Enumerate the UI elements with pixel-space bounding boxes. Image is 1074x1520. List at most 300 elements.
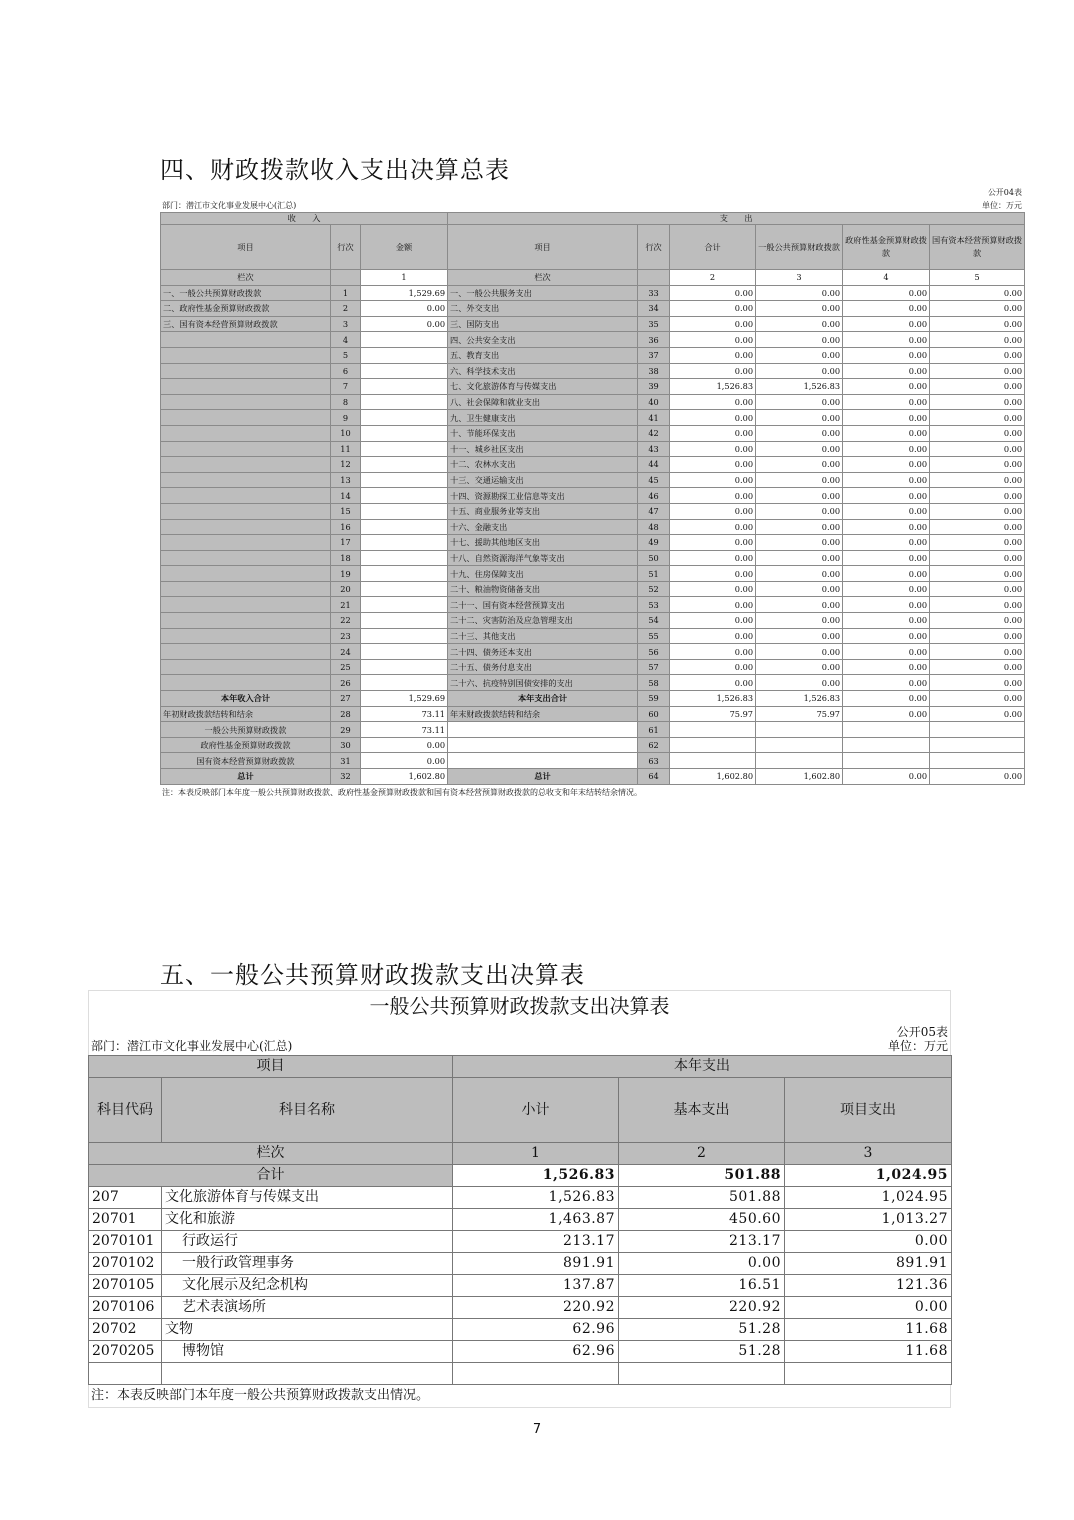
table-row: [89, 1231, 952, 1253]
table-row: [161, 410, 1025, 426]
col-header-project: 项目支出: [785, 1078, 952, 1143]
expense-soe: 0.00: [930, 769, 1025, 785]
expense-soe: [930, 753, 1025, 769]
subtotal: 1,526.83: [453, 1187, 619, 1209]
table-row: [89, 1275, 952, 1297]
income-item: 本年收入合计: [161, 691, 331, 707]
income-item: [161, 347, 331, 363]
table4-section-row: [161, 213, 1025, 225]
subtotal: 137.87: [453, 1275, 619, 1297]
expense-item: 二十三、其他支出: [448, 628, 638, 644]
income-item: [161, 613, 331, 629]
table-row: [161, 737, 1025, 753]
income-amount: [361, 410, 448, 426]
expense-total: 1,526.83: [670, 691, 756, 707]
table-row: [161, 628, 1025, 644]
basic-expense: 220.92: [619, 1297, 785, 1319]
table-row: [161, 379, 1025, 395]
expense-fund: 0.00: [843, 675, 930, 691]
col-header-subtotal: 小计: [453, 1078, 619, 1143]
empty-row: [89, 1363, 952, 1385]
income-amount: [361, 425, 448, 441]
expense-fund: 0.00: [843, 581, 930, 597]
expense-fund: 0.00: [843, 347, 930, 363]
expense-total: 0.00: [670, 363, 756, 379]
income-item: 一、一般公共预算财政拨款: [161, 285, 331, 301]
expense-general: 1,526.83: [756, 379, 843, 395]
expense-row-no: 46: [638, 488, 670, 504]
expense-general: 0.00: [756, 628, 843, 644]
expense-general: [756, 722, 843, 738]
table-row: [161, 332, 1025, 348]
expense-soe: 0.00: [930, 691, 1025, 707]
expense-general: 75.97: [756, 706, 843, 722]
expense-item: [448, 753, 638, 769]
income-row-no: 18: [331, 550, 361, 566]
expense-general: 0.00: [756, 519, 843, 535]
expense-row-no: 35: [638, 316, 670, 332]
subtotal: 62.96: [453, 1319, 619, 1341]
subject-code: 207: [89, 1187, 162, 1209]
income-item: [161, 628, 331, 644]
subject-code: 2070102: [89, 1253, 162, 1275]
col-index-label2: 栏次: [448, 270, 638, 286]
income-amount: [361, 379, 448, 395]
expense-total: 0.00: [670, 488, 756, 504]
expense-soe: [930, 737, 1025, 753]
expense-item: 六、科学技术支出: [448, 363, 638, 379]
expense-soe: 0.00: [930, 613, 1025, 629]
expense-soe: 0.00: [930, 550, 1025, 566]
table-row: [161, 363, 1025, 379]
table-row: [161, 441, 1025, 457]
expense-item: 二十二、灾害防治及应急管理支出: [448, 613, 638, 629]
expense-row-no: 54: [638, 613, 670, 629]
expense-fund: 0.00: [843, 566, 930, 582]
total-subtotal: 1,526.83: [453, 1165, 619, 1187]
expense-general: 0.00: [756, 488, 843, 504]
income-item: [161, 363, 331, 379]
expense-general: 0.00: [756, 410, 843, 426]
expense-fund: 0.00: [843, 613, 930, 629]
expense-soe: 0.00: [930, 425, 1025, 441]
empty-cell: [785, 1363, 952, 1385]
subject-name: 行政运行: [162, 1231, 453, 1253]
expense-row-no: 40: [638, 394, 670, 410]
basic-expense: 450.60: [619, 1209, 785, 1231]
income-item: [161, 597, 331, 613]
empty-cell: [619, 1363, 785, 1385]
subtotal: 1,463.87: [453, 1209, 619, 1231]
expense-soe: 0.00: [930, 535, 1025, 551]
income-item: [161, 488, 331, 504]
expense-fund: 0.00: [843, 488, 930, 504]
subject-code: 20701: [89, 1209, 162, 1231]
col-header-row: 行次: [331, 225, 361, 270]
expense-soe: 0.00: [930, 519, 1025, 535]
income-amount: 0.00: [361, 737, 448, 753]
expense-fund: 0.00: [843, 503, 930, 519]
expense-soe: 0.00: [930, 472, 1025, 488]
expense-item: 二十五、债务付息支出: [448, 659, 638, 675]
project-expense: 891.91: [785, 1253, 952, 1275]
expense-fund: [843, 753, 930, 769]
project-expense: 11.68: [785, 1319, 952, 1341]
expense-soe: 0.00: [930, 285, 1025, 301]
expense-soe: 0.00: [930, 379, 1025, 395]
col-header-name: 科目名称: [162, 1078, 453, 1143]
expense-general: 0.00: [756, 503, 843, 519]
expense-fund: 0.00: [843, 550, 930, 566]
expense-item: 十六、金融支出: [448, 519, 638, 535]
expense-soe: 0.00: [930, 347, 1025, 363]
expense-total: 0.00: [670, 535, 756, 551]
col-header-fund: 政府性基金预算财政拨款: [843, 225, 930, 270]
expense-soe: 0.00: [930, 706, 1025, 722]
income-amount: [361, 675, 448, 691]
subject-name: 文化旅游体育与传媒支出: [162, 1187, 453, 1209]
income-amount: [361, 613, 448, 629]
expense-total: 0.00: [670, 675, 756, 691]
expense-total: 0.00: [670, 628, 756, 644]
expense-general: 0.00: [756, 535, 843, 551]
expense-total: 0.00: [670, 394, 756, 410]
income-row-no: 20: [331, 581, 361, 597]
income-row-no: 32: [331, 769, 361, 785]
expense-fund: 0.00: [843, 691, 930, 707]
expense-row-no: 36: [638, 332, 670, 348]
income-item: 政府性基金预算财政拨款: [161, 737, 331, 753]
expense-item: 三、国防支出: [448, 316, 638, 332]
expense-total: 0.00: [670, 410, 756, 426]
expense-general: 0.00: [756, 675, 843, 691]
expense-soe: 0.00: [930, 332, 1025, 348]
expense-item: [448, 722, 638, 738]
income-amount: [361, 519, 448, 535]
expense-general: 0.00: [756, 285, 843, 301]
expense-total: 0.00: [670, 472, 756, 488]
form-code: 公开04表: [987, 188, 1022, 197]
income-amount: 73.11: [361, 722, 448, 738]
table4-meta-line: [160, 199, 1024, 212]
income-row-no: 16: [331, 519, 361, 535]
expense-soe: 0.00: [930, 363, 1025, 379]
table4-code-line: [160, 186, 1024, 199]
expense-item: 总计: [448, 769, 638, 785]
expense-soe: 0.00: [930, 503, 1025, 519]
income-amount: [361, 581, 448, 597]
expense-total: 0.00: [670, 285, 756, 301]
table5-total-row: [89, 1165, 952, 1187]
subject-code: 2070101: [89, 1231, 162, 1253]
expense-total: 75.97: [670, 706, 756, 722]
expense-soe: 0.00: [930, 581, 1025, 597]
income-amount: 1,602.80: [361, 769, 448, 785]
income-amount: [361, 535, 448, 551]
table-row: [161, 581, 1025, 597]
expense-fund: 0.00: [843, 379, 930, 395]
table-row: [161, 550, 1025, 566]
expense-soe: 0.00: [930, 394, 1025, 410]
income-item: [161, 566, 331, 582]
income-row-no: 9: [331, 410, 361, 426]
expense-total: 0.00: [670, 566, 756, 582]
table-row: [161, 691, 1025, 707]
expense-row-no: 53: [638, 597, 670, 613]
expense-soe: 0.00: [930, 659, 1025, 675]
expense-item: 一、一般公共服务支出: [448, 285, 638, 301]
col-header-code: 科目代码: [89, 1078, 162, 1143]
expense-row-no: 61: [638, 722, 670, 738]
col-header-basic: 基本支出: [619, 1078, 785, 1143]
income-row-no: 28: [331, 706, 361, 722]
expense-fund: 0.00: [843, 441, 930, 457]
table-row: [161, 472, 1025, 488]
subject-code: 2070105: [89, 1275, 162, 1297]
expense-general: 0.00: [756, 425, 843, 441]
income-row-no: 2: [331, 301, 361, 317]
expense-soe: 0.00: [930, 410, 1025, 426]
expense-row-no: 56: [638, 644, 670, 660]
income-item: [161, 644, 331, 660]
expense-fund: 0.00: [843, 535, 930, 551]
subtotal: 213.17: [453, 1231, 619, 1253]
income-row-no: 26: [331, 675, 361, 691]
expense-row-no: 37: [638, 347, 670, 363]
expense-general: 0.00: [756, 363, 843, 379]
income-amount: [361, 566, 448, 582]
table-row: [161, 644, 1025, 660]
expense-soe: 0.00: [930, 457, 1025, 473]
expense-item: 十三、交通运输支出: [448, 472, 638, 488]
expense-soe: 0.00: [930, 628, 1025, 644]
expense-item: 二十六、抗疫特别国债安排的支出: [448, 675, 638, 691]
expense-item: 九、卫生健康支出: [448, 410, 638, 426]
income-item: [161, 503, 331, 519]
expense-item: 五、教育支出: [448, 347, 638, 363]
col-header-amount: 金额: [361, 225, 448, 270]
subtotal: 891.91: [453, 1253, 619, 1275]
col-index-1: 1: [453, 1143, 619, 1165]
income-row-no: 11: [331, 441, 361, 457]
income-row-no: 17: [331, 535, 361, 551]
project-expense: 11.68: [785, 1341, 952, 1363]
expense-item: 二、外交支出: [448, 301, 638, 317]
expense-total: 0.00: [670, 550, 756, 566]
income-amount: [361, 597, 448, 613]
income-item: [161, 550, 331, 566]
col-index-blank2: [638, 270, 670, 286]
expense-total: 0.00: [670, 347, 756, 363]
expense-row-no: 45: [638, 472, 670, 488]
basic-expense: 16.51: [619, 1275, 785, 1297]
expense-item: 十一、城乡社区支出: [448, 441, 638, 457]
income-item: 一般公共预算财政拨款: [161, 722, 331, 738]
expense-total: 0.00: [670, 644, 756, 660]
income-amount: [361, 659, 448, 675]
fiscal-summary-table: [160, 212, 1025, 785]
table-row: [161, 722, 1025, 738]
expense-item: 七、文化旅游体育与传媒支出: [448, 379, 638, 395]
table-row: [161, 675, 1025, 691]
expense-row-no: 33: [638, 285, 670, 301]
table-row: [161, 566, 1025, 582]
expense-row-no: 63: [638, 753, 670, 769]
expense-row-no: 48: [638, 519, 670, 535]
expense-row-no: 43: [638, 441, 670, 457]
expense-fund: 0.00: [843, 659, 930, 675]
income-item: [161, 675, 331, 691]
expense-item: 年末财政拨款结转和结余: [448, 706, 638, 722]
expense-soe: 0.00: [930, 488, 1025, 504]
income-amount: [361, 457, 448, 473]
expense-total: 0.00: [670, 332, 756, 348]
expense-row-no: 38: [638, 363, 670, 379]
expense-item: 十七、援助其他地区支出: [448, 535, 638, 551]
col-index-4: 4: [843, 270, 930, 286]
expense-row-no: 59: [638, 691, 670, 707]
income-amount: [361, 332, 448, 348]
expense-row-no: 55: [638, 628, 670, 644]
col-header-item: 项目: [89, 1056, 453, 1078]
expense-row-no: 41: [638, 410, 670, 426]
income-row-no: 24: [331, 644, 361, 660]
section4-heading: 四、财政拨款收入支出决算总表: [160, 156, 510, 184]
table-row: [89, 1297, 952, 1319]
income-item: 三、国有资本经营预算财政拨款: [161, 316, 331, 332]
department-label: 部门：潜江市文化事业发展中心(汇总): [162, 201, 297, 210]
expense-total: 0.00: [670, 597, 756, 613]
expense-soe: 0.00: [930, 441, 1025, 457]
col-index-3: 3: [785, 1143, 952, 1165]
subtotal: 220.92: [453, 1297, 619, 1319]
expense-row-no: 34: [638, 301, 670, 317]
total-basic: 501.88: [619, 1165, 785, 1187]
expense-general: 0.00: [756, 441, 843, 457]
income-amount: [361, 488, 448, 504]
expense-total: 0.00: [670, 503, 756, 519]
basic-expense: 51.28: [619, 1319, 785, 1341]
income-item: [161, 659, 331, 675]
subject-code: 2070205: [89, 1341, 162, 1363]
expense-soe: 0.00: [930, 316, 1025, 332]
project-expense: 0.00: [785, 1231, 952, 1253]
income-row-no: 30: [331, 737, 361, 753]
expense-general: 0.00: [756, 566, 843, 582]
expense-fund: 0.00: [843, 301, 930, 317]
table-row: [161, 597, 1025, 613]
empty-cell: [453, 1363, 619, 1385]
subject-name: 艺术表演场所: [162, 1297, 453, 1319]
expense-fund: 0.00: [843, 363, 930, 379]
expense-general: 0.00: [756, 597, 843, 613]
income-item: [161, 410, 331, 426]
expense-row-no: 60: [638, 706, 670, 722]
income-item: [161, 425, 331, 441]
income-amount: [361, 472, 448, 488]
income-row-no: 7: [331, 379, 361, 395]
table-row: [161, 706, 1025, 722]
income-amount: 1,529.69: [361, 285, 448, 301]
basic-expense: 51.28: [619, 1341, 785, 1363]
income-amount: [361, 644, 448, 660]
income-item: [161, 519, 331, 535]
income-item: [161, 535, 331, 551]
expense-item: 十八、自然资源海洋气象等支出: [448, 550, 638, 566]
table-row: [161, 457, 1025, 473]
expense-fund: 0.00: [843, 285, 930, 301]
subject-name: 文化和旅游: [162, 1209, 453, 1231]
col-index-blank: [331, 270, 361, 286]
table5-note: 注：本表反映部门本年度一般公共预算财政拨款支出情况。: [88, 1385, 951, 1408]
table-row: [161, 488, 1025, 504]
income-amount: [361, 628, 448, 644]
expense-item: 十二、农林水支出: [448, 457, 638, 473]
subject-name: 博物馆: [162, 1341, 453, 1363]
table-row: [161, 769, 1025, 785]
expense-row-no: 57: [638, 659, 670, 675]
income-item: 年初财政拨款结转和结余: [161, 706, 331, 722]
table4-header-row: [161, 225, 1025, 270]
col-header-item: 项目: [161, 225, 331, 270]
table-row: [161, 316, 1025, 332]
income-row-no: 21: [331, 597, 361, 613]
income-row-no: 19: [331, 566, 361, 582]
col-header-soe: 国有资本经营预算财政拨款: [930, 225, 1025, 270]
expense-fund: 0.00: [843, 332, 930, 348]
income-amount: 0.00: [361, 753, 448, 769]
col-header-year: 本年支出: [453, 1056, 952, 1078]
income-amount: 1,529.69: [361, 691, 448, 707]
expense-soe: 0.00: [930, 566, 1025, 582]
income-item: 总计: [161, 769, 331, 785]
income-amount: [361, 550, 448, 566]
fiscal-summary-table-block: [160, 186, 1024, 798]
expense-section-label: 支 出: [448, 213, 1025, 225]
income-row-no: 5: [331, 347, 361, 363]
income-item: [161, 457, 331, 473]
income-row-no: 23: [331, 628, 361, 644]
income-item: [161, 394, 331, 410]
expense-total: 0.00: [670, 659, 756, 675]
expense-row-no: 52: [638, 581, 670, 597]
expense-fund: 0.00: [843, 628, 930, 644]
income-amount: 0.00: [361, 316, 448, 332]
income-row-no: 22: [331, 613, 361, 629]
income-item: [161, 332, 331, 348]
expense-general: [756, 737, 843, 753]
expense-fund: 0.00: [843, 644, 930, 660]
expense-item: 二十、粮油物资储备支出: [448, 581, 638, 597]
income-row-no: 4: [331, 332, 361, 348]
expense-row-no: 39: [638, 379, 670, 395]
table-row: [161, 301, 1025, 317]
table-row: [89, 1341, 952, 1363]
expense-general: 0.00: [756, 550, 843, 566]
expense-total: [670, 753, 756, 769]
project-expense: 0.00: [785, 1297, 952, 1319]
table4-note: 注：本表反映部门本年度一般公共预算财政拨款、政府性基金预算财政拨款和国有资本经营预算财政拨款的总收支和年末结转结余情况。: [162, 787, 642, 797]
income-row-no: 29: [331, 722, 361, 738]
expense-total: [670, 722, 756, 738]
expense-row-no: 58: [638, 675, 670, 691]
expense-general: 0.00: [756, 457, 843, 473]
expense-total: 1,602.80: [670, 769, 756, 785]
table-row: [161, 519, 1025, 535]
expense-total: 0.00: [670, 301, 756, 317]
table-row: [161, 535, 1025, 551]
income-section-label: 收 入: [161, 213, 448, 225]
